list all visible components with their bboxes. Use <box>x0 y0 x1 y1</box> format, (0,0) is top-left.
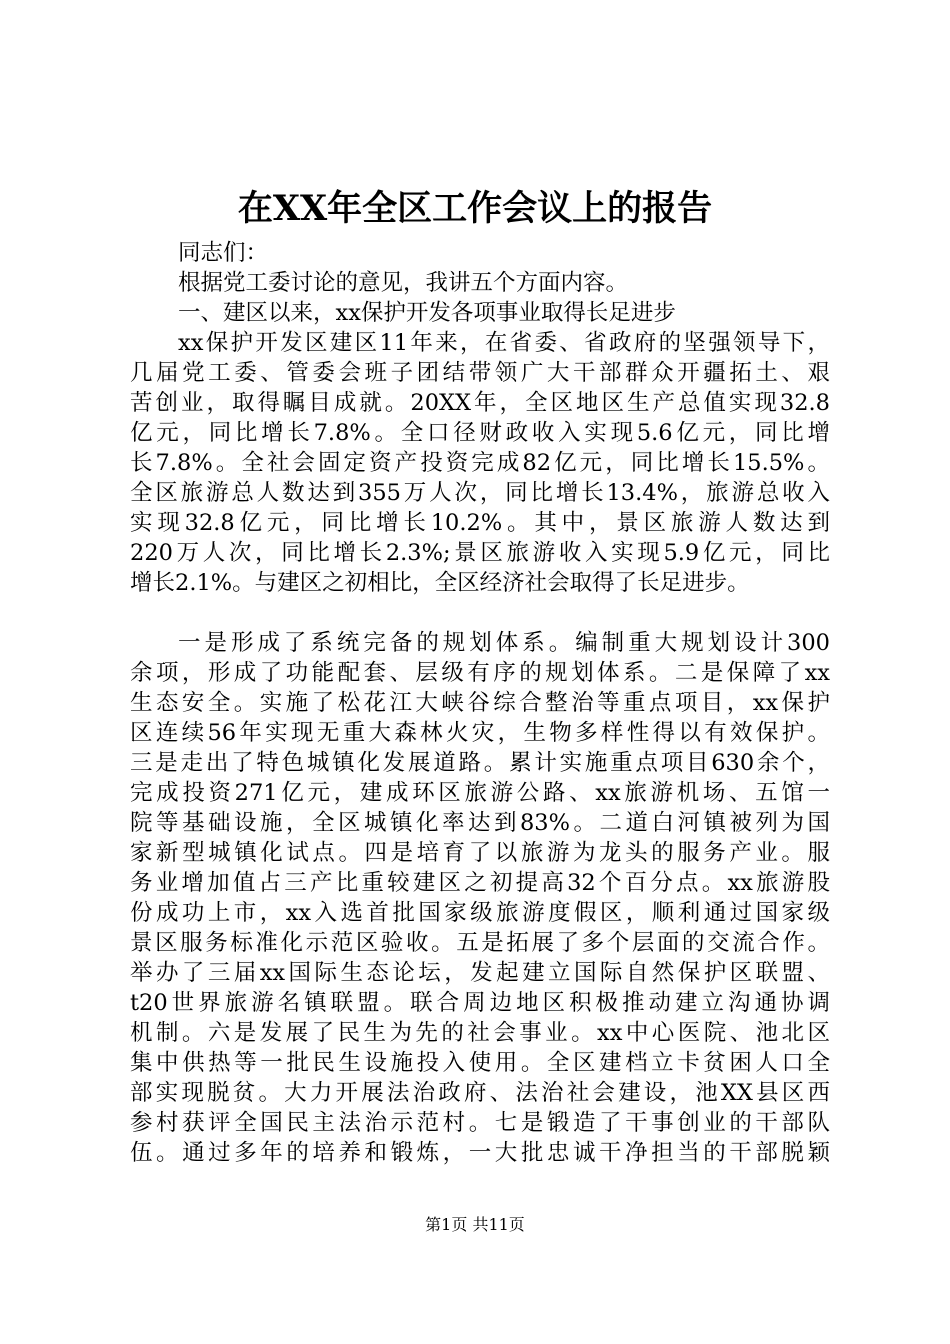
paragraph-gap <box>130 598 830 628</box>
body-text-line: 集中供热等一批民生设施投入使用。全区建档立卡贫困人口全 <box>130 1050 830 1076</box>
body-text-line: 完成投资271亿元，建成环区旅游公路、xx旅游机场、五馆一 <box>130 780 830 806</box>
body-text-line: t20世界旅游名镇联盟。联合周边地区积极推动建立沟通协调 <box>130 990 830 1016</box>
document-body <box>130 238 830 1168</box>
body-text-line: 长7.8%。全社会固定资产投资完成82亿元，同比增长15.5%。 <box>130 450 830 476</box>
body-text-line: 三是走出了特色城镇化发展道路。累计实施重点项目630余个， <box>130 750 830 776</box>
body-text-line: 份成功上市，xx入选首批国家级旅游度假区，顺利通过国家级 <box>130 900 830 926</box>
body-text-line: 根据党工委讨论的意见，我讲五个方面内容。 <box>178 270 629 296</box>
body-text-line: 全区旅游总人数达到355万人次，同比增长13.4%，旅游总收入 <box>130 480 830 506</box>
body-text-line: 家新型城镇化试点。四是培育了以旅游为龙头的服务产业。服 <box>130 840 830 866</box>
page-footer: 第1页 共11页 <box>425 1215 525 1234</box>
body-text-line: 生态安全。实施了松花江大峡谷综合整治等重点项目，xx保护 <box>130 690 830 716</box>
body-text-line: 苦创业，取得瞩目成就。20XX年，全区地区生产总值实现32.8 <box>130 390 830 416</box>
body-text-line: 区连续56年实现无重大森林火灾，生物多样性得以有效保护。 <box>130 720 830 746</box>
body-text-line: 参村获评全国民主法治示范村。七是锻造了干事创业的干部队 <box>130 1110 830 1136</box>
body-text-line: 220万人次，同比增长2.3%;景区旅游收入实现5.9亿元，同比 <box>130 540 830 566</box>
document-title: 在XX年全区工作会议上的报告 <box>237 188 713 229</box>
body-text-line: 增长2.1%。与建区之初相比，全区经济社会取得了长足进步。 <box>130 570 750 596</box>
body-text-line: 举办了三届xx国际生态论坛，发起建立国际自然保护区联盟、 <box>130 960 830 986</box>
body-text-line: 伍。通过多年的培养和锻炼，一大批忠诚干净担当的干部脱颖 <box>130 1140 830 1166</box>
body-text-line: 余项，形成了功能配套、层级有序的规划体系。二是保障了xx <box>130 660 830 686</box>
body-text-line: 机制。六是发展了民生为先的社会事业。xx中心医院、池北区 <box>130 1020 830 1046</box>
body-text-line: 院等基础设施，全区城镇化率达到83%。二道白河镇被列为国 <box>130 810 830 836</box>
body-text-line: 同志们： <box>178 240 269 266</box>
body-text-line: 几届党工委、管委会班子团结带领广大干部群众开疆拓土、艰 <box>130 360 830 386</box>
body-text-line: 一是形成了系统完备的规划体系。编制重大规划设计300 <box>178 630 830 656</box>
body-text-line: 亿元，同比增长7.8%。全口径财政收入实现5.6亿元，同比增 <box>130 420 830 446</box>
body-text-line: 部实现脱贫。大力开展法治政府、法治社会建设，池XX县区西 <box>130 1080 830 1106</box>
body-text-line: 景区服务标准化示范区验收。五是拓展了多个层面的交流合作。 <box>130 930 830 956</box>
body-text-line: 实现32.8亿元，同比增长10.2%。其中，景区旅游人数达到 <box>130 510 830 536</box>
body-text-line: xx保护开发区建区11年来，在省委、省政府的坚强领导下， <box>178 330 830 356</box>
body-text-line: 务业增加值占三产比重较建区之初提高32个百分点。xx旅游股 <box>130 870 830 896</box>
body-text-line: 一、建区以来，xx保护开发各项事业取得长足进步 <box>178 300 676 326</box>
